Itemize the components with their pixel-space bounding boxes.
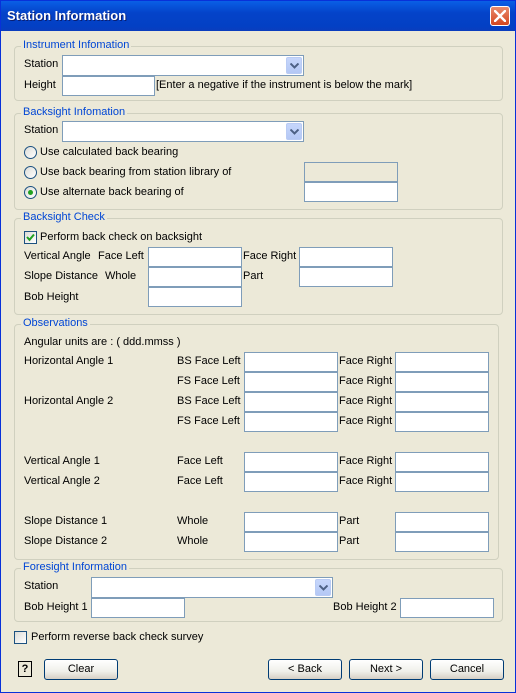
help-icon: ? <box>21 663 29 675</box>
alternate-bearing-label[interactable]: Use alternate back bearing of <box>40 186 184 198</box>
ha2-fs-face-right-input[interactable] <box>395 412 489 432</box>
va1-face-left-input[interactable] <box>244 452 338 472</box>
library-bearing-input <box>304 162 398 182</box>
chevron-down-icon <box>319 585 328 591</box>
ha2-fs-face-right-label: Face Right <box>339 415 393 427</box>
horizontal-angle-1-label: Horizontal Angle 1 <box>24 355 114 367</box>
library-bearing-radio[interactable] <box>24 166 37 179</box>
instrument-height-input[interactable] <box>62 76 155 96</box>
va2-face-right-input[interactable] <box>395 472 489 492</box>
va2-face-left-label: Face Left <box>177 475 223 487</box>
checkmark-icon <box>26 233 35 242</box>
ha1-bs-face-left-label: BS Face Left <box>177 355 241 367</box>
foresight-station-label: Station <box>24 580 59 592</box>
chevron-down-icon <box>290 129 299 135</box>
ha1-fs-face-right-input[interactable] <box>395 372 489 392</box>
title-bar[interactable] <box>1 1 515 31</box>
alternate-bearing-radio[interactable] <box>24 186 37 199</box>
ha2-bs-face-right-label: Face Right <box>339 395 393 407</box>
help-button[interactable] <box>18 661 32 677</box>
vertical-angle-2-label: Vertical Angle 2 <box>24 475 100 487</box>
bob-height-label: Bob Height <box>24 291 79 303</box>
backsight-information-legend: Backsight Infomation <box>23 106 126 118</box>
bob-height-1-label: Bob Height 1 <box>24 601 88 613</box>
instrument-station-combo[interactable] <box>62 55 304 76</box>
calculated-bearing-radio[interactable] <box>24 146 37 159</box>
va2-face-right-label: Face Right <box>339 475 393 487</box>
backsight-station-dropdown-button[interactable] <box>286 123 302 140</box>
ha2-fs-face-left-label: FS Face Left <box>177 415 240 427</box>
calculated-bearing-label[interactable]: Use calculated back bearing <box>40 146 179 158</box>
instrument-height-hint: [Enter a negative if the instrument is below the mark] <box>156 79 413 91</box>
chevron-down-icon <box>290 63 299 69</box>
check-part-input[interactable] <box>299 267 393 287</box>
slope-distance-label: Slope Distance <box>24 270 98 282</box>
sd1-whole-label: Whole <box>177 515 209 527</box>
ha1-bs-face-left-input[interactable] <box>244 352 338 372</box>
backsight-station-label: Station <box>24 124 59 136</box>
foresight-station-combo[interactable] <box>91 577 333 598</box>
sd2-part-input[interactable] <box>395 532 489 552</box>
backsight-station-combo[interactable] <box>62 121 304 142</box>
bob-height-2-label: Bob Height 2 <box>333 601 397 613</box>
check-face-right-label: Face Right <box>243 250 297 262</box>
vertical-angle-label: Vertical Angle <box>24 250 91 262</box>
backsight-check-legend: Backsight Check <box>23 211 105 223</box>
instrument-height-label: Height <box>24 79 56 91</box>
horizontal-angle-2-label: Horizontal Angle 2 <box>24 395 114 407</box>
ha1-bs-face-right-label: Face Right <box>339 355 393 367</box>
ha2-bs-face-right-input[interactable] <box>395 392 489 412</box>
ha1-fs-face-left-input[interactable] <box>244 372 338 392</box>
va1-face-right-label: Face Right <box>339 455 393 467</box>
sd2-part-label: Part <box>339 535 360 547</box>
ha2-fs-face-left-input[interactable] <box>244 412 338 432</box>
foresight-information-legend: Foresight Information <box>23 561 127 573</box>
bob-height-input[interactable] <box>148 287 242 307</box>
check-face-right-input[interactable] <box>299 247 393 267</box>
ha1-fs-face-left-label: FS Face Left <box>177 375 240 387</box>
slope-distance-2-label: Slope Distance 2 <box>24 535 108 547</box>
instrument-information-legend: Instrument Infomation <box>23 39 130 51</box>
sd1-part-input[interactable] <box>395 512 489 532</box>
sd1-whole-input[interactable] <box>244 512 338 532</box>
foresight-station-dropdown-button[interactable] <box>315 579 331 596</box>
cancel-button[interactable]: Cancel <box>430 659 504 680</box>
back-button[interactable]: < Back <box>268 659 342 680</box>
ha1-bs-face-right-input[interactable] <box>395 352 489 372</box>
ha1-fs-face-right-label: Face Right <box>339 375 393 387</box>
bob-height-2-input[interactable] <box>400 598 494 618</box>
observations-legend: Observations <box>23 317 88 329</box>
next-button[interactable]: Next > <box>349 659 423 680</box>
va1-face-left-label: Face Left <box>177 455 223 467</box>
check-face-left-input[interactable] <box>148 247 242 267</box>
check-whole-label: Whole <box>105 270 137 282</box>
close-icon <box>494 10 506 22</box>
instrument-station-dropdown-button[interactable] <box>286 57 302 74</box>
window-title: Station Information <box>7 8 127 23</box>
ha2-bs-face-left-input[interactable] <box>244 392 338 412</box>
perform-back-check-label[interactable]: Perform back check on backsight <box>40 231 203 243</box>
reverse-back-check-label[interactable]: Perform reverse back check survey <box>31 631 204 643</box>
library-bearing-label[interactable]: Use back bearing from station library of <box>40 166 232 178</box>
clear-button[interactable]: Clear <box>44 659 118 680</box>
check-part-label: Part <box>243 270 264 282</box>
check-face-left-label: Face Left <box>98 250 144 262</box>
reverse-back-check-checkbox[interactable] <box>14 631 27 644</box>
vertical-angle-1-label: Vertical Angle 1 <box>24 455 100 467</box>
check-whole-input[interactable] <box>148 267 242 287</box>
perform-back-check-checkbox[interactable] <box>24 231 37 244</box>
va2-face-left-input[interactable] <box>244 472 338 492</box>
instrument-station-label: Station <box>24 58 59 70</box>
va1-face-right-input[interactable] <box>395 452 489 472</box>
sd1-part-label: Part <box>339 515 360 527</box>
bob-height-1-input[interactable] <box>91 598 185 618</box>
sd2-whole-input[interactable] <box>244 532 338 552</box>
angular-units-label: Angular units are : ( ddd.mmss ) <box>24 336 181 348</box>
close-button[interactable] <box>490 6 510 26</box>
ha2-bs-face-left-label: BS Face Left <box>177 395 241 407</box>
alternate-bearing-input[interactable] <box>304 182 398 202</box>
sd2-whole-label: Whole <box>177 535 209 547</box>
slope-distance-1-label: Slope Distance 1 <box>24 515 108 527</box>
